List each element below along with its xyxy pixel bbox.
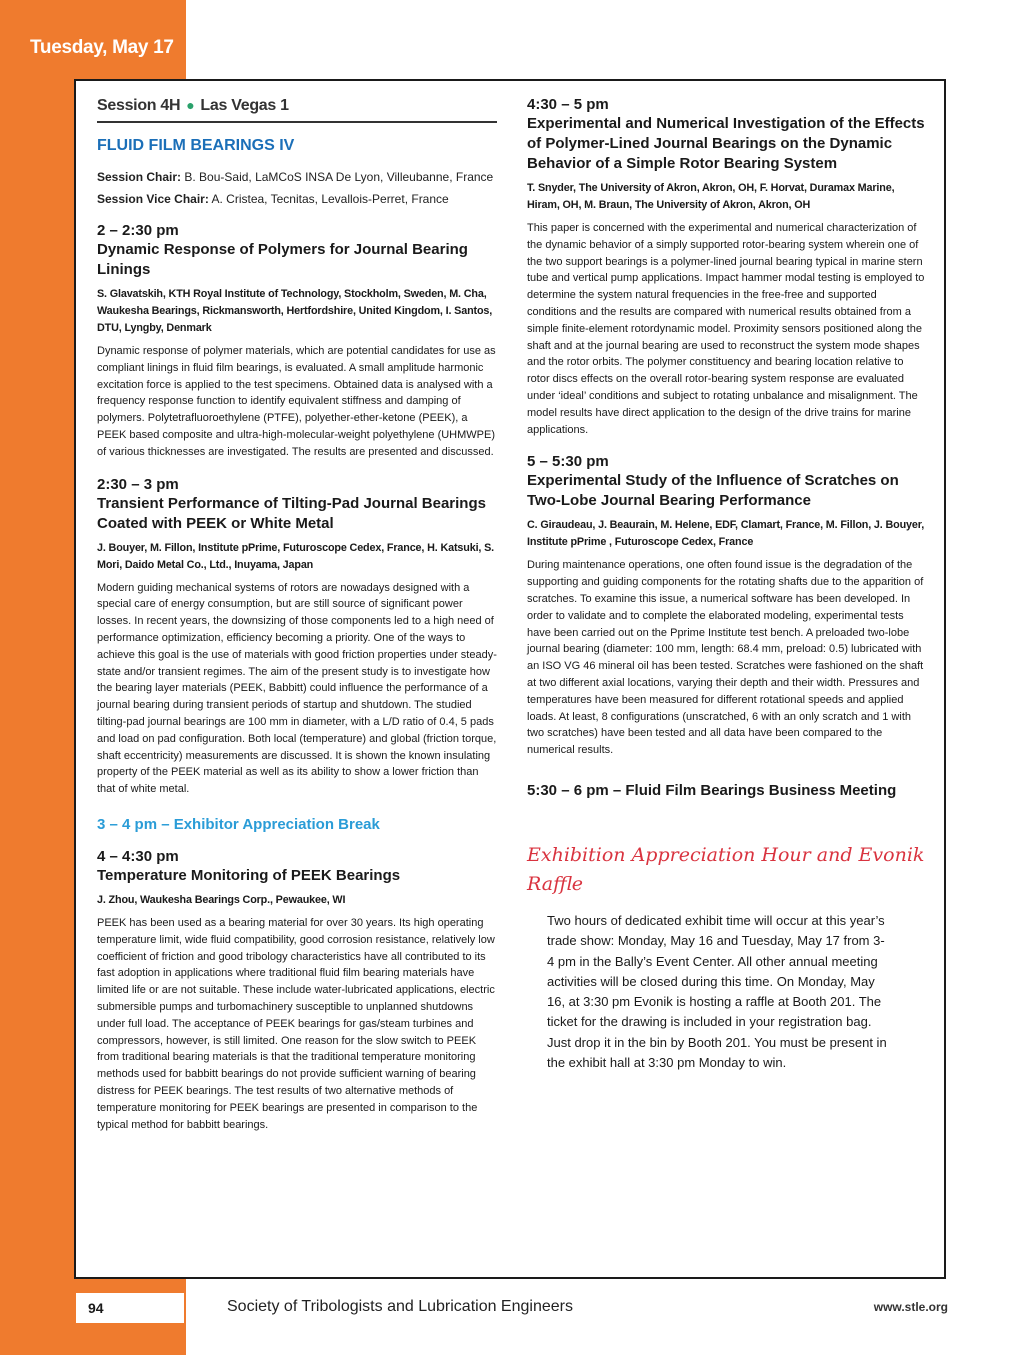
talk-item — [97, 475, 497, 798]
footer-website[interactable]: www.stle.org — [873, 1300, 948, 1314]
talk-time: 4 – 4:30 pm — [97, 847, 179, 865]
talk-time: 5 – 5:30 pm — [527, 453, 609, 471]
talk-authors: T. Snyder, The University of Akron, Akron, OH, F. Horvat, Duramax Marine, Hiram, OH, M. Braun, The University of Akron, Akron, OH — [527, 182, 895, 211]
talk-authors: J. Bouyer, M. Fillon, Institute pPrime, Futuroscope Cedex, France, H. Katsuki, S. Mori, Daido Metal Co., Ltd., Inuyama, Japan — [97, 541, 495, 571]
talk-title: Temperature Monitoring of PEEK Bearings — [97, 866, 401, 884]
exhibitor-break: 3 – 4 pm – Exhibitor Appreciation Break — [97, 815, 380, 833]
session-room: Las Vegas 1 — [200, 97, 289, 114]
talk-time: 4:30 – 5 pm — [527, 96, 609, 113]
talk-item — [527, 95, 929, 438]
talk-abstract: Modern guiding mechanical systems of rotors are nowadays designed with a special care of energy consumption, but are still source of significant power losses. In recent years, the downsizing of those components led to a high need of performance optimization, efficiency becoming a priority. One of the ways to achieve this goal is the use of materials with good friction properties under steady-state and/or transient regimes. The aim of the present study is to investigate how the bearing layer materials (PEEK, Babbitt) could influence the performance of a journal bearing during transient periods of startup and shutdown. The studied tilting-pad journal bearings are 100 mm in diameter, with a L/D ratio of 0.4, 5 pads and load on pad configuration. Both local (temperature) and global (friction torque, shaft eccentricity) measurements are discussed. It is shown the known insulating property of the PEEK material as well as its ability to show a lower friction than that of white metal. — [97, 581, 497, 796]
talk-item — [97, 221, 497, 461]
left-column — [97, 97, 497, 1133]
talk-title: Experimental and Numerical Investigation of the Effects of Polymer-Lined Journal Bearings on the Dynamic Behavior of a Simple Rotor Bearing System — [527, 115, 925, 172]
session-chair — [97, 169, 497, 185]
session-vice-chair — [97, 191, 497, 207]
track-title: FLUID FILM BEARINGS IV — [97, 137, 295, 154]
business-meeting: 5:30 – 6 pm – Fluid Film Bearings Business Meeting — [527, 781, 897, 799]
talk-authors: J. Zhou, Waukesha Bearings Corp., Pewaukee, WI — [97, 893, 346, 906]
session-vice-chair-label: Session Vice Chair: — [97, 192, 209, 206]
talk-time: 2:30 – 3 pm — [97, 475, 179, 493]
talk-title: Experimental Study of the Influence of Scratches on Two-Lobe Journal Bearing Performance — [527, 472, 899, 510]
session-code: Session 4H — [97, 97, 181, 114]
footer-band — [186, 1280, 1024, 1355]
talk-item — [527, 452, 929, 759]
talk-abstract: PEEK has been used as a bearing material for over 30 years. Its high operating temperature limit, wide fluid compatibility, good corrosion resistance, relatively low coefficient of friction and good tribology characteristics have all contributed to its fast adoption in applications where traditional fluid film bearing materials have limited life or are not suitable. These include water-lubricated applications, electric submersible pumps and turbomachinery susceptible to unplanned shutdowns under full load. The acceptance of PEEK bearings for gas/steam turbines and compressors, however, is still limited. One reason for the slow switch to PEEK from traditional bearing materials is that the traditional temperature monitoring methods used for babbitt bearings do not provide sufficient warning of bearing distress for PEEK bearings. The test results of two alternative methods of temperature monitoring for PEEK bearings are presented in comparison to the typical method for babbitt bearings. — [97, 916, 495, 1131]
talk-abstract: This paper is concerned with the experimental and numerical characterization of the dynamic behavior of a simply supported rotor-bearing system wherein one of the two support bearings is a polymer-lined journal bearing typical in marine stern tube and vertical pump applications. Impact hammer modal testing is employed to determine the system natural frequencies in the free-free and supported conditions and the results are compared with numerical results obtained from a simple finite-element rotordynamic model. Proximity sensors positioned along the shaft and at the journal bearing are used to reconstruct the system mode shapes and the rotor orbits. The polymer constituency and bearing location relative to rotor discs effects on the overall rotor-bearing system response are evaluated under ‘ideal’ conditions and subject to rotating unbalance and misalignment. The model results have direct application to the design of the drive trains for marine applications. — [527, 222, 925, 436]
talk-title: Dynamic Response of Polymers for Journal Bearing Linings — [97, 241, 468, 278]
talk-authors: C. Giraudeau, J. Beaurain, M. Helene, EDF, Clamart, France, M. Fillon, J. Bouyer, Institute pPrime , Futuroscope Cedex, France — [527, 519, 925, 549]
talk-item — [97, 847, 497, 1133]
talk-authors: S. Glavatskih, KTH Royal Institute of Technology, Stockholm, Sweden, M. Cha, Waukesha Bearings, Rickmansworth, Hertfordshire, United Kingdom, I. Santos, DTU, Lyngby, Denmark — [97, 288, 493, 334]
page-date-header: Tuesday, May 17 — [30, 37, 174, 58]
bullet-dot-icon: ● — [186, 97, 195, 113]
talk-time: 2 – 2:30 pm — [97, 222, 179, 239]
exhibition-body: Two hours of dedicated exhibit time will occur at this year’s trade show: Monday, May 16 and Tuesday, May 17 from 3-4 pm in the Bally’s Event Center. All other annual meeting activities will be closed during this time. On Monday, May 16, at 3:30 pm Evonik is hosting a raffle at Booth 201. The ticket for the drawing is included in your registration bag. Just drop it in the bin by Booth 201. You must be present in the exhibit hall at 3:30 pm Monday to win. — [547, 912, 887, 1070]
talk-abstract: During maintenance operations, one often found issue is the degradation of the supporting and guiding components for the rotating shafts due to the apparition of scratches. To examine this issue, a numerical software has been developed. In order to validate and to complete the elaborated modeling, experimental tests have been carried out on the Pprime Institute test bench. A preloaded two-lobe journal bearing (diameter: 100 mm, length: 68.4 mm, preload: 0.5) lubricated with an ISO VG 46 mineral oil has been tested. Scratches were fashioned on the shaft at two different axial locations, varying their depth and their width. Pressures and temperatures have been measured for different rotational speeds and applied loads. At least, 8 configurations (unscratched, 6 with an only scratch and 1 with two scratches) have been tested and all data have been compared to the numerical results. — [527, 559, 924, 757]
session-vice-chair-name: A. Cristea, Tecnitas, Levallois-Perret, France — [211, 192, 449, 206]
talk-title: Transient Performance of Tilting-Pad Journal Bearings Coated with PEEK or White Metal — [97, 494, 486, 532]
talk-abstract: Dynamic response of polymer materials, which are potential candidates for use as compliant linings in fluid film bearings, is evaluated. A small amplitude harmonic excitation force is applied to the test specimens. Obtained data is analysed with a frequency response function to identify equivalent stiffness and damping of polymers. Polytetrafluoroethylene (PTFE), polyether-ether-ketone (PEEK), a PEEK based composite and ultra-high-molecular-weight polyethylene (UHMWPE) of various thicknesses are investigated. The results are presented and discussed. — [97, 345, 496, 458]
footer-society: Society of Tribologists and Lubrication Engineers — [227, 1298, 573, 1315]
session-chair-label: Session Chair: — [97, 170, 182, 184]
page-number: 94 — [76, 1293, 184, 1323]
exhibition-title: Exhibition Appreciation Hour and Evonik Raffle — [527, 843, 925, 895]
session-heading — [97, 97, 497, 123]
right-column — [527, 95, 929, 1073]
session-chair-name: B. Bou-Said, LaMCoS INSA De Lyon, Villeubanne, France — [184, 170, 494, 184]
